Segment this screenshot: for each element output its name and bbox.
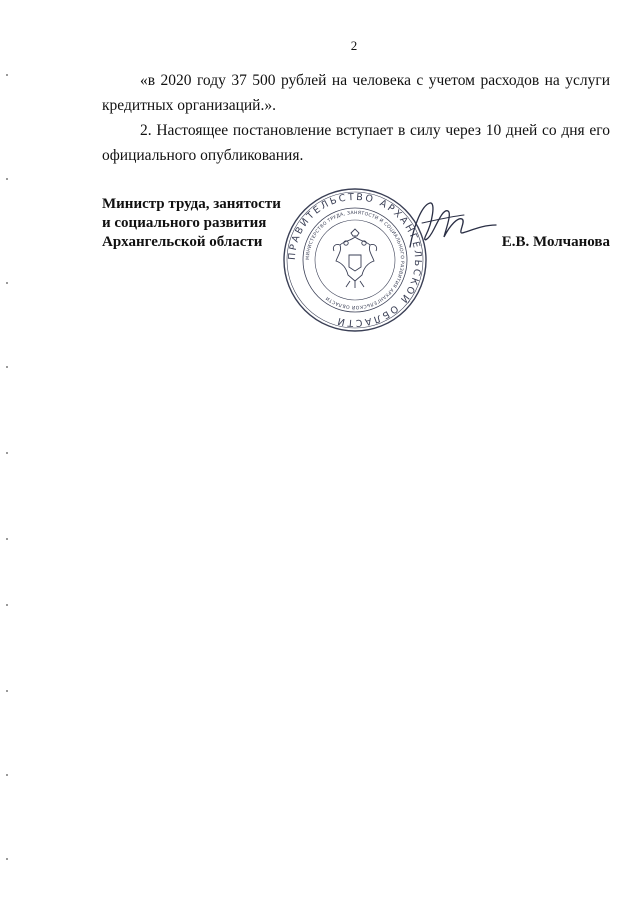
coat-of-arms-emblem (333, 229, 376, 288)
seal-outer-text: ПРАВИТЕЛЬСТВО АРХАНГЕЛЬСКОЙ ОБЛАСТИ (286, 191, 424, 329)
svg-text:МИНИСТЕРСТВО ТРУДА, ЗАНЯТОСТИ (305, 210, 405, 311)
page-number: 2 (350, 38, 358, 53)
paragraph-effective-date: 2. Настоящее постановление вступает в силу через 10 дней со дня его официального опубликования. (102, 122, 610, 164)
position-line-1: Министр труда, занятости (102, 196, 281, 212)
document-body (102, 68, 610, 168)
seal-inner-text: МИНИСТЕРСТВО ТРУДА, ЗАНЯТОСТИ И СОЦИАЛЬНОГО РАЗВИТИЯ АРХАНГЕЛЬСКОЙ ОБЛАСТИ (305, 210, 405, 310)
paragraph-amount-clause: «в 2020 году 37 500 рублей на человека с учетом расходов на услуги кредитных организаций.». (102, 72, 610, 114)
position-line-3: Архангельской области (102, 234, 263, 250)
signatory-name: Е.В. Молчанова (501, 234, 610, 250)
position-line-2: и социального развития (102, 215, 267, 231)
handwritten-signature (392, 195, 502, 255)
signature-block (102, 191, 610, 345)
signatory-position (102, 195, 281, 252)
